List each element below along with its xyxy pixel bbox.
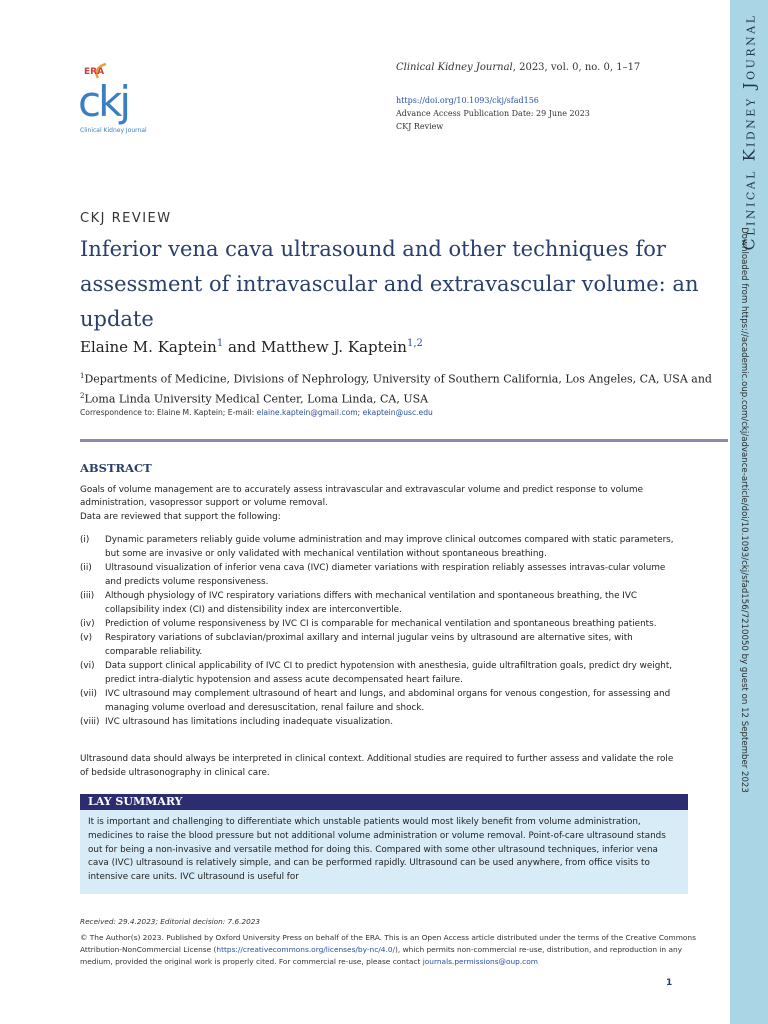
affiliation-text: Loma Linda University Medical Center, Loma Linda, CA, USA: [84, 392, 429, 406]
advance-access-date: Advance Access Publication Date: 29 June 2023: [396, 109, 590, 118]
list-text: Respiratory variations of subclavian/proximal axillary and internal jugular veins by ultrasound are alternative sites, with comparable reliability.: [105, 633, 633, 657]
author-affiliation-ref[interactable]: 1,2: [406, 338, 423, 349]
article-meta: [396, 94, 590, 133]
copyright-notice: [80, 932, 700, 968]
author-name: Matthew J. Kaptein: [260, 338, 407, 356]
list-item: [80, 687, 680, 715]
lay-summary-heading: LAY SUMMARY: [80, 794, 688, 810]
journal-name: Clinical Kidney Journal: [396, 62, 513, 73]
received-dates: Received: 29.4.2023; Editorial decision: 7.6.2023: [80, 917, 261, 926]
list-text: Prediction of volume responsiveness by IVC CI is comparable for mechanical ventilation and spontaneous breathing patients.: [105, 619, 657, 629]
abstract-conclusion: Ultrasound data should always be interpreted in clinical context. Additional studies are required to further assess and validate the role of bedside ultrasonography in clinical care.: [80, 754, 674, 778]
sidebar-journal-title: Clinical Kidney Journal: [739, 13, 759, 251]
author-affiliation-ref[interactable]: 1: [216, 338, 224, 349]
correspondence-label: Correspondence to: Elaine M. Kaptein; E-mail:: [80, 408, 257, 417]
abstract-list: [80, 533, 680, 729]
era-logo-text: ERA: [84, 67, 105, 77]
list-item: [80, 561, 680, 589]
list-text: Dynamic parameters reliably guide volume administration and may improve clinical outcomes compared with static parameters, but some are invasive or only validated with mechanical ventilation without spontaneous breathing.: [105, 535, 674, 559]
list-item: [80, 589, 680, 617]
abstract-heading: ABSTRACT: [80, 461, 152, 475]
author-list: [80, 338, 423, 356]
journal-citation: [396, 62, 640, 73]
abstract-intro: [80, 484, 680, 524]
list-number: (vii): [80, 689, 97, 699]
list-number: (i): [80, 535, 90, 545]
ckj-logo-text: ckj: [78, 77, 129, 126]
list-text: IVC ultrasound may complement ultrasound of heart and lungs, and abdominal organs for venous congestion, for assessing and managing volume overload and deresuscitation, renal failure and shock.: [105, 689, 671, 713]
page-number: 1: [666, 978, 673, 988]
article-type: CKJ Review: [396, 122, 444, 131]
list-item: [80, 659, 680, 687]
correspondence: [80, 408, 433, 417]
affiliations: [80, 368, 720, 408]
copyright-text: © The Author(s) 2023. Published by Oxford University Press on behalf of the ERA. This is an Open Access article distributed under the terms of the Creative Commons Attribution-NonCommercial License (: [80, 933, 696, 954]
list-number: (viii): [80, 717, 100, 727]
divider: [80, 439, 728, 442]
logo-caption: Clinical Kidney Journal: [80, 127, 147, 134]
list-number: (vi): [80, 661, 95, 671]
lay-summary-box: [80, 794, 688, 894]
list-number: (ii): [80, 563, 92, 573]
list-text: Although physiology of IVC respiratory variations differs with mechanical ventilation and spontaneous breathing, the IVC collapsibility index (CI) and distensibility index are interconvertible.: [105, 591, 638, 615]
doi-link[interactable]: https://doi.org/10.1093/ckj/sfad156: [396, 96, 539, 105]
ckj-logo: [76, 58, 156, 138]
affiliation-marker: 1: [80, 372, 85, 380]
lay-summary-text: It is important and challenging to differentiate which unstable patients would most likely benefit from volume administration, medicines to raise the blood pressure but not additional volume administration or volume removal. Point-of-care ultrasound stands out for being a non-invasive and versatile method for doing this. Compared with some other ultrasound techniques, inferior vena cava (IVC) ultrasound is relatively simple, and can be performed rapidly. Ultrasound can be used anywhere, from office visits to intensive care units. IVC ultrasound is useful for: [88, 817, 666, 883]
abstract-paragraph: Goals of volume management are to accurately assess intravascular and extravascular volume and predict response to volume administration, vasopressor support or volume removal.: [80, 485, 643, 509]
permissions-email-link[interactable]: journals.permissions@oup.com: [422, 957, 538, 966]
section-label: CKJ REVIEW: [80, 211, 172, 226]
download-watermark: Downloaded from https://academic.oup.com/ckj/advance-article/doi/10.1093/ckj/sfad156/7210050 by guest on 12 September 2023: [739, 227, 749, 793]
citation-details: , 2023, vol. 0, no. 0, 1–17: [512, 62, 641, 73]
list-number: (iii): [80, 591, 95, 601]
list-text: IVC ultrasound has limitations including inadequate visualization.: [105, 717, 394, 727]
email-link[interactable]: elaine.kaptein@gmail.com: [256, 408, 358, 417]
list-item: [80, 715, 680, 729]
list-text: Ultrasound visualization of inferior vena cava (IVC) diameter variations with respiration reliably assesses intravas-cular volume and predicts volume responsiveness.: [105, 563, 666, 587]
email-link[interactable]: ekaptein@usc.edu: [362, 408, 433, 417]
article-title: Inferior vena cava ultrasound and other techniques for assessment of intravascular and extravascular volume: an update: [80, 237, 699, 331]
author-separator: and: [223, 338, 261, 356]
affiliation-text: Departments of Medicine, Divisions of Nephrology, University of Southern California, Los Angeles, CA, USA and: [84, 372, 712, 386]
author-name: Elaine M. Kaptein: [80, 338, 217, 356]
email-separator: ;: [357, 408, 363, 417]
affiliation-marker: 2: [80, 392, 85, 401]
abstract-paragraph: Data are reviewed that support the following:: [80, 511, 281, 522]
list-text: Data support clinical applicability of IVC CI to predict hypotension with anesthesia, guide ultrafiltration goals, predict dry weight, predict intra-dialytic hypotension and assess acute decompensated heart failure.: [105, 661, 673, 685]
list-item: [80, 631, 680, 659]
list-item: [80, 617, 680, 631]
license-link[interactable]: https://creativecommons.org/licenses/by-nc/4.0/: [216, 945, 396, 954]
list-number: (iv): [80, 619, 95, 629]
copyright-text: ), which permits non-commercial re-use, distribution, and reproduction in any medium, provided the original work is properly cited. For commercial re-use, please contact: [80, 945, 683, 966]
list-number: (v): [80, 633, 93, 643]
list-item: [80, 533, 680, 561]
